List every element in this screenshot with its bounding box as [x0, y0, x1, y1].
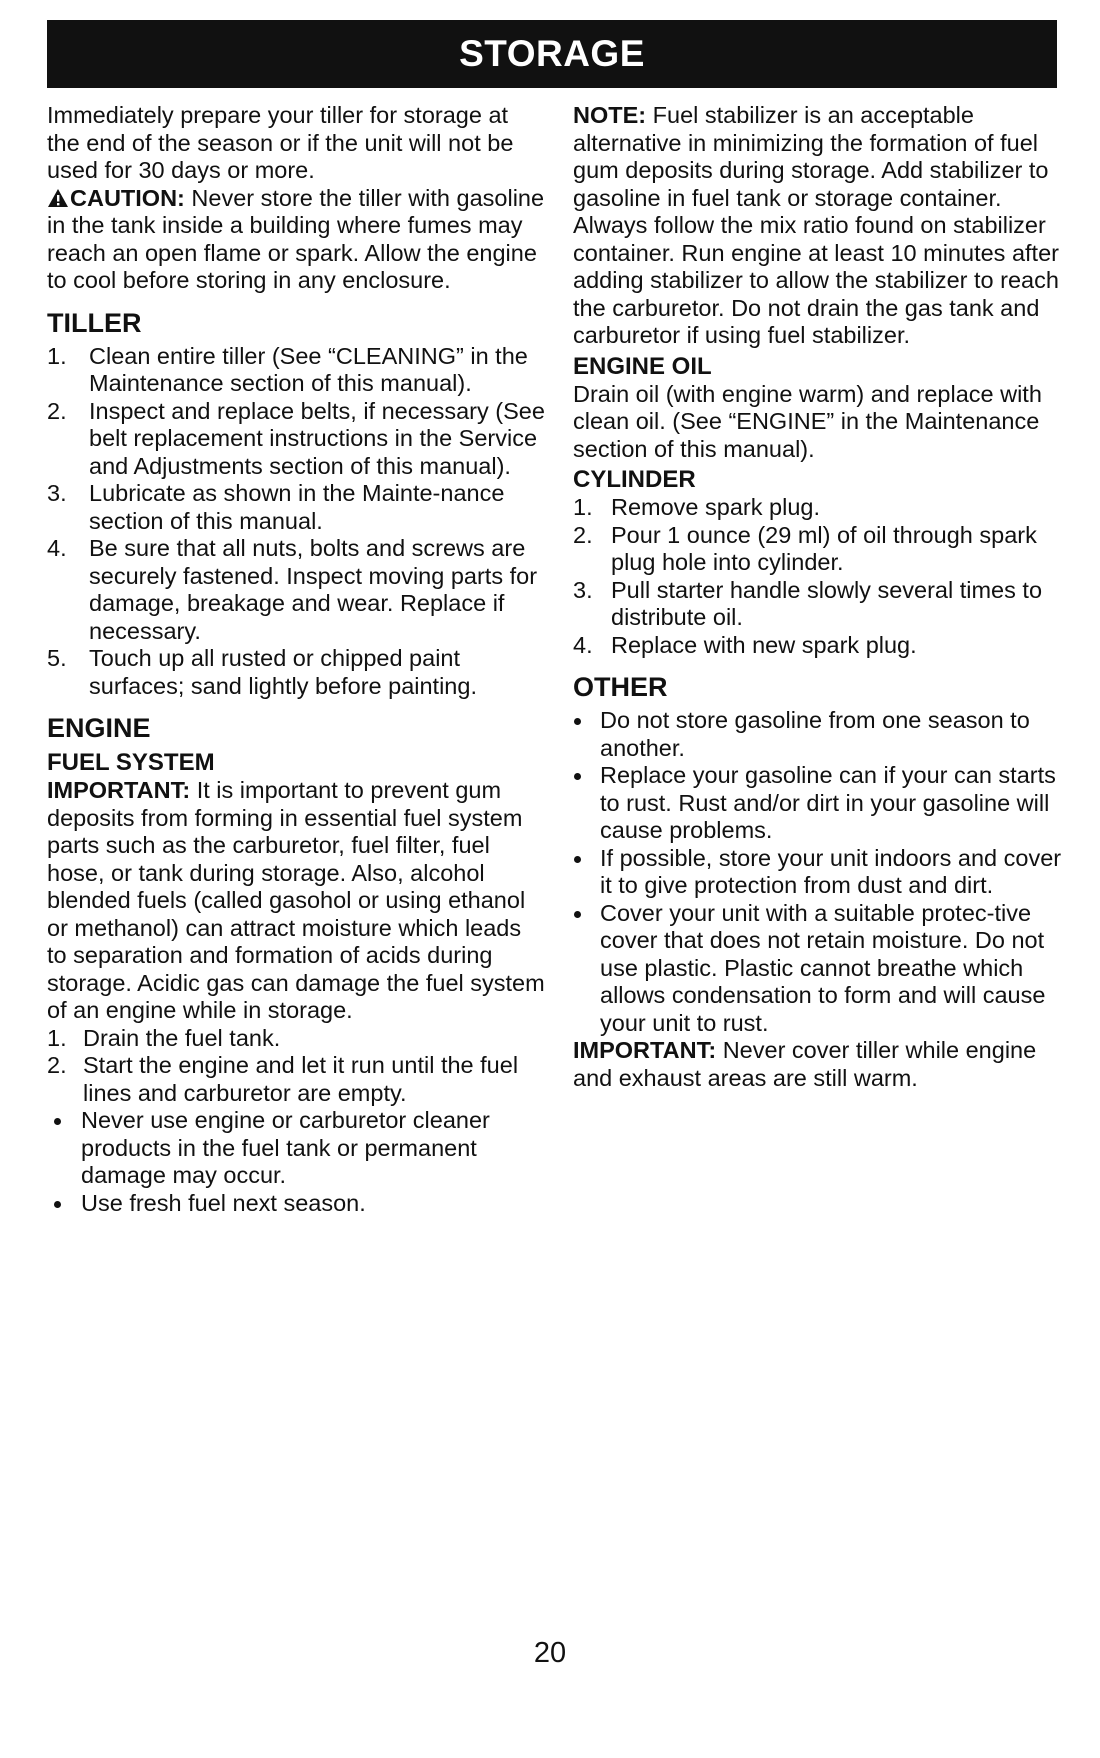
note-paragraph [573, 102, 1068, 350]
list-item: 3. Pull starter handle slowly several times to distribute oil. [573, 576, 1043, 630]
list-item: 1. Clean entire tiller (See “CLEANING” in the Maintenance section of this manual). [47, 342, 528, 396]
important-label: IMPORTANT: [47, 777, 191, 803]
bullet-icon [574, 856, 581, 863]
list-item: 4. Replace with new spark plug. [573, 631, 917, 658]
fuel-bullets-list [47, 1107, 547, 1217]
warning-triangle-icon [47, 188, 69, 208]
note-text: Fuel stabilizer is an acceptable alternative in minimizing the formation of fuel gum deposits during storage. Add stabilizer to gasoline in fuel tank or storage container. Always follow the mix ratio found on stabilizer container. Run engine at least 10 minutes after adding stabilizer to allow the stabilizer to reach the carburetor. Do not drain the gas tank and carburetor if using fuel stabilizer. [573, 102, 1059, 348]
list-item: 2. Start the engine and let it run until the fuel lines and carburetor are empty. [47, 1052, 519, 1106]
bullet-icon [54, 1118, 61, 1125]
cylinder-list [573, 494, 1068, 659]
page-title-banner [47, 20, 1057, 88]
list-item: Cover your unit with a suitable protec-tive cover that does not retain moisture. Do not use plastic. Plastic cannot breathe which allows condensation to form and will cause your unit to rust. [573, 900, 1068, 1038]
tiller-list [47, 343, 547, 701]
engine-oil-heading: ENGINE OIL [573, 352, 712, 380]
note-label: NOTE: [573, 102, 647, 128]
list-item: Replace your gasoline can if your can starts to rust. Rust and/or dirt in your gasoline will cause problems. [573, 762, 1068, 845]
list-item: 4. Be sure that all nuts, bolts and screws are securely fastened. Inspect moving parts for damage, breakage and wear. Replace if necessary. [47, 535, 538, 644]
engine-oil-paragraph: Drain oil (with engine warm) and replace with clean oil. (See “ENGINE” in the Maintenance section of this manual). [573, 380, 1042, 462]
list-item: Use fresh fuel next season. [47, 1190, 547, 1218]
caution-text: Never store the tiller with gasoline in the tank inside a building where fumes may reach an open flame or spark. Allow the engine to cool before storing in any enclosure. [47, 184, 545, 293]
engine-heading: ENGINE [47, 713, 151, 743]
important-text: Never cover tiller while engine and exhaust areas are still warm. [573, 1037, 1037, 1091]
other-important-paragraph [573, 1037, 1068, 1092]
cylinder-heading: CYLINDER [573, 466, 696, 493]
bullet-icon [574, 718, 581, 725]
tiller-heading: TILLER [47, 307, 142, 338]
fuel-steps-list [47, 1025, 547, 1108]
other-bullets-list [573, 707, 1068, 1037]
page-number: 20 [533, 1637, 567, 1669]
list-item: 1. Drain the fuel tank. [47, 1024, 281, 1051]
list-item: 3. Lubricate as shown in the Mainte-nance section of this manual. [47, 480, 505, 534]
bullet-icon [574, 773, 581, 780]
list-item: 5. Touch up all rusted or chipped paint surfaces; sand lightly before painting. [47, 645, 477, 699]
other-heading: OTHER [573, 672, 668, 702]
caution-paragraph [47, 185, 547, 295]
intro-paragraph: Immediately prepare your tiller for storage at the end of the season or if the unit will not be used for 30 days or more. [47, 102, 514, 183]
page-title: STORAGE [459, 33, 645, 74]
caution-label: CAUTION: [70, 184, 185, 211]
list-item: If possible, store your unit indoors and cover it to give protection from dust and dirt. [573, 845, 1068, 900]
list-item: Do not store gasoline from one season to another. [573, 707, 1068, 762]
important-text: It is important to prevent gum deposits from forming in essential fuel system parts such as the carburetor, fuel filter, fuel hose, or tank during storage. Also, alcohol blended fuels (called gasohol or using ethanol or methanol) can attract moisture which leads to separation and formation of acids during storage. Acidic gas can damage the fuel system of an engine while in storage. [47, 777, 545, 1023]
list-item: Never use engine or carburetor cleaner products in the fuel tank or permanent damage may occur. [47, 1107, 547, 1190]
left-column [47, 102, 547, 1217]
bullet-icon [574, 911, 581, 918]
fuel-system-heading: FUEL SYSTEM [47, 749, 215, 776]
right-column [573, 102, 1068, 1092]
fuel-important-paragraph [47, 777, 547, 1025]
important-label: IMPORTANT: [573, 1037, 717, 1063]
list-item: 1. Remove spark plug. [573, 494, 820, 520]
bullet-icon [54, 1201, 61, 1208]
list-item: 2. Inspect and replace belts, if necessary (See belt replacement instructions in the Service and Adjustments section of this manual). [47, 397, 545, 479]
list-item: 2. Pour 1 ounce (29 ml) of oil through spark plug hole into cylinder. [573, 521, 1037, 575]
